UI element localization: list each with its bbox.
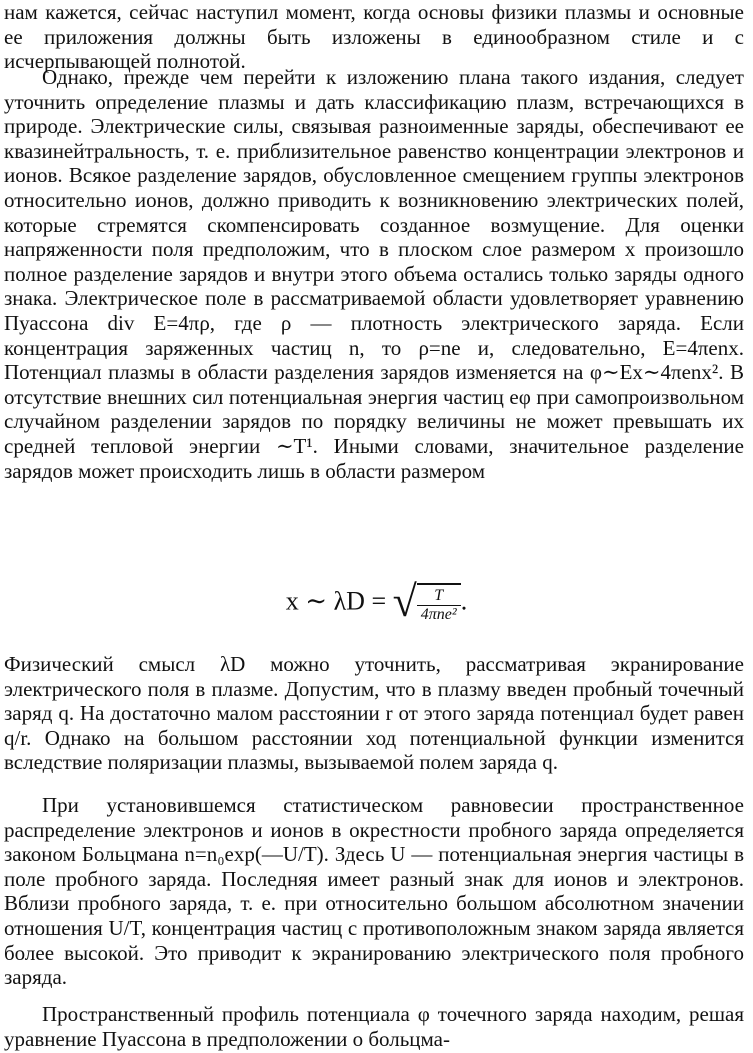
formula-denominator: 4πne² xyxy=(420,606,457,623)
paragraph-1: нам кажется, сейчас наступил момент, когда основы физики плазмы и основные ее приложения должны быть изложены в единообразном стиле и с исчерпывающей полнотой. xyxy=(4,0,744,74)
formula-numerator: T xyxy=(417,587,461,606)
formula-lhs: x ∼ λD = xyxy=(285,586,387,616)
debye-length-formula xyxy=(0,578,753,629)
formula-fraction xyxy=(417,587,461,624)
paragraph-3: Физический смысл λD можно уточнить, рассматривая экранирование электрического поля в плазме. Допустим, что в плазму введен пробный точечный заряд q. На достаточно малом расстоянии r от этого заряда потенциал будет равен q/r. Однако на большом расстоянии ход потенциальной функции изменится вследствие поляризации плазмы, вызываемой полем заряда q. xyxy=(4,652,744,775)
formula-end: . xyxy=(460,586,468,616)
sqrt-radicand xyxy=(417,583,461,624)
sqrt-symbol: √ xyxy=(392,577,417,626)
paragraph-5: Пространственный профиль потенциала φ точечного заряда находим, решая уравнение Пуассона в предположении о больцма- xyxy=(4,1002,744,1051)
paragraph-4: При установившемся статистическом равновесии пространственное распределение электронов и ионов в окрестности пробного заряда определяется законом Больцмана n=n₀exp(—U/T). Здесь U — потенциальная энергия частицы в поле пробного заряда. Последняя имеет разный знак для ионов и электронов. Вблизи пробного заряда, т. е. при относительно большом абсолютном значении отношения U/T, концентрация частиц с противоположным знаком заряда является более высокой. Это приводит к экранированию электрического поля пробного заряда. xyxy=(4,793,744,990)
paragraph-2: Однако, прежде чем перейти к изложению плана такого издания, следует уточнить определение плазмы и дать классификацию плазм, встречающихся в природе. Электрические силы, связывая разноименные заряды, обеспечивают ее квазинейтральность, т. е. приблизительное равенство концентрации электронов и ионов. Всякое разделение зарядов, обусловленное смещением группы электронов относительно ионов, должно приводить к возникновению электрических полей, которые стремятся скомпенсировать созданное возмущение. Для оценки напряженности поля предположим, что в плоском слое размером x произошло полное разделение зарядов и внутри этого объема остались только заряды одного знака. Электрическое поле в рассматриваемой области удовлетворяет уравнению Пуассона div E=4πρ, где ρ — плотность электрического заряда. Если концентрация заряженных частиц n, то ρ=ne и, следовательно, E=4πenx. Потенциал плазмы в области разделения зарядов изменяется на φ∼Ex∼4πenx². В отсутствие внешних сил потенциальная энергия частиц eφ при самопроизвольном случайном разделении зарядов по порядку величины не может превышать их средней тепловой энергии ∼T¹. Иными словами, значительное разделение зарядов может происходить лишь в области размером xyxy=(4,65,744,483)
